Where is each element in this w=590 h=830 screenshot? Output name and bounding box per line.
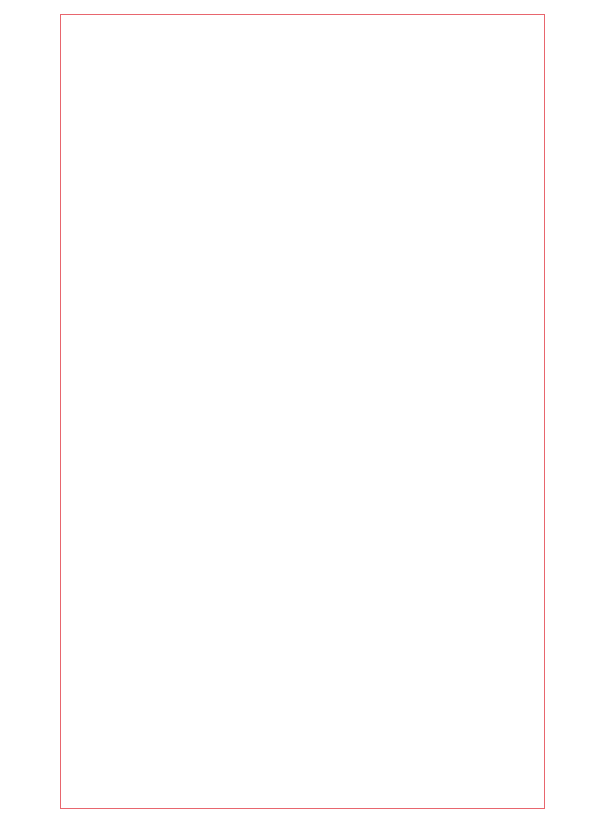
title-wave-bottom: [86, 638, 276, 646]
big-section-title: [86, 615, 96, 621]
page-border: [60, 14, 545, 809]
big-section-header: [86, 606, 536, 625]
